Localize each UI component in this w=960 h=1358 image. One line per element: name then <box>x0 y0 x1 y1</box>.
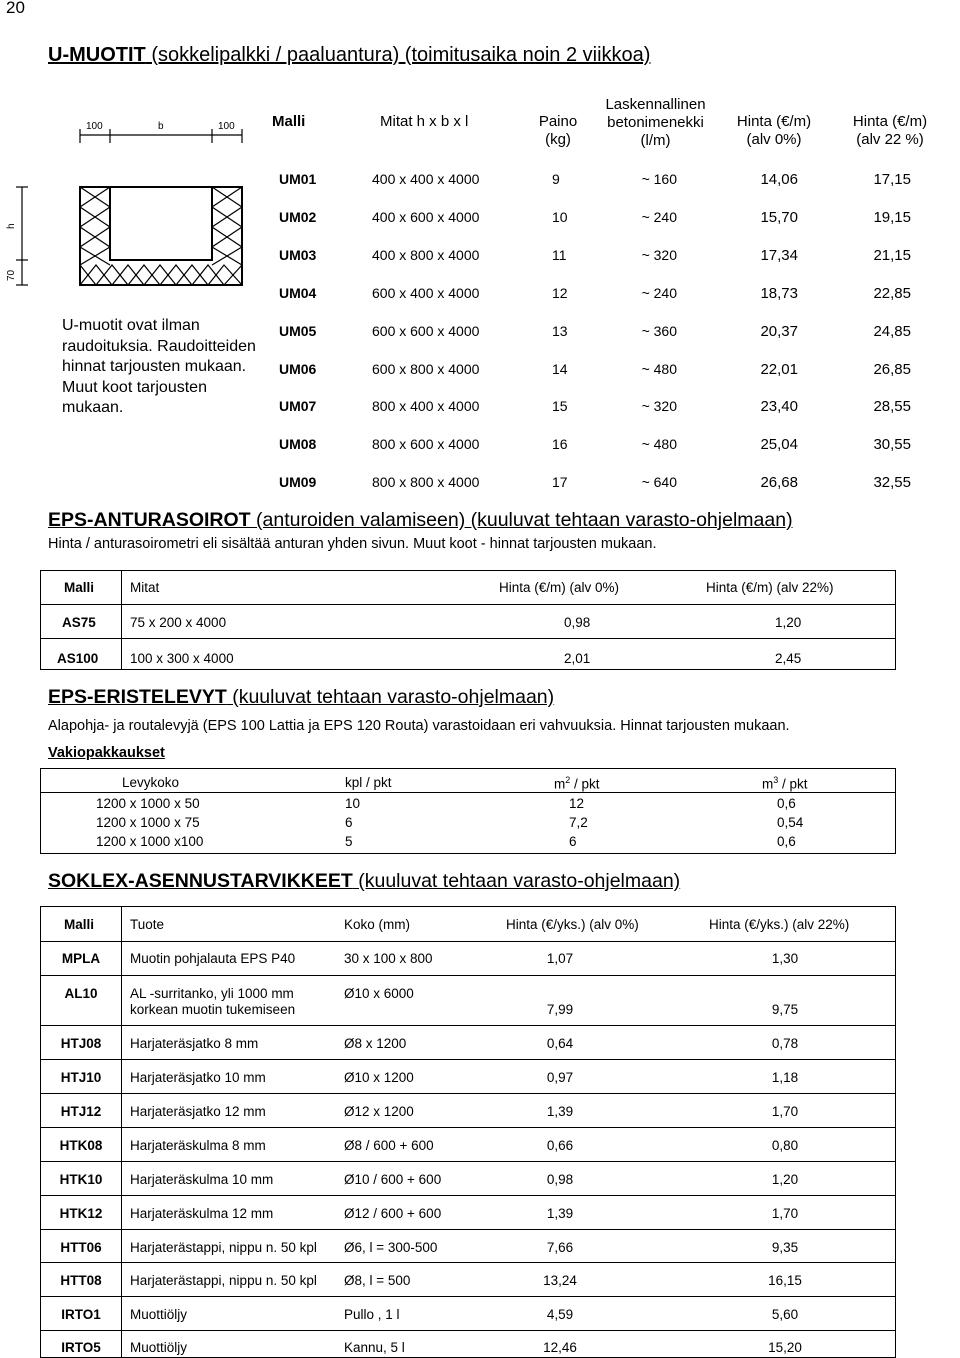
cell-paino: 16 <box>552 436 568 452</box>
u-form-diagram <box>0 115 250 295</box>
t1-header-betoni-unit: (l/m) <box>640 132 671 149</box>
eriste-header-m2 <box>554 775 600 792</box>
eps-antura-desc: Hinta / anturasoirometri eli sisältää anturan yhden sivun. Muut koot - hinnat tarjousten mukaan. <box>48 536 657 552</box>
cell-malli: UM02 <box>279 209 317 225</box>
soklex-header-malli: Malli <box>64 917 95 932</box>
eriste-row-kpl: 6 <box>345 815 353 830</box>
umuotit-note: U-muotit ovat ilman raudoituksia. Raudoitteiden hinnat tarjousten mukaan. Muut koot tarjousten mukaan. <box>62 317 256 416</box>
soklex-row-koko: Ø10 x 6000 <box>344 986 414 1001</box>
eps-eriste-title-bold: EPS-ERISTELEVYT <box>48 686 227 708</box>
soklex-row-alv0: 1,39 <box>546 1206 574 1221</box>
cell-alv22: 19,15 <box>873 209 911 226</box>
soklex-row-malli: HTK08 <box>59 1138 103 1153</box>
cell-betoni: ~ 240 <box>641 209 677 225</box>
umuotit-title-rest: (sokkelipalkki / paaluantura) (toimitusaika noin 2 viikkoa) <box>145 44 651 66</box>
table-row <box>0 285 960 305</box>
t1-header-hinta0-label: Hinta (€/m) <box>736 113 812 130</box>
cell-alv0: 20,37 <box>760 323 798 340</box>
soklex-row-malli: IRTO5 <box>61 1340 101 1355</box>
eriste-row-m2: 7,2 <box>569 815 588 830</box>
t1-header-malli: Malli <box>272 113 306 130</box>
cell-alv22: 28,55 <box>873 398 911 415</box>
soklex-row-alv0: 13,24 <box>543 1273 577 1288</box>
soklex-row-malli: MPLA <box>61 951 101 966</box>
cell-alv22: 26,85 <box>873 361 911 378</box>
soklex-row-malli: HTK12 <box>59 1206 103 1221</box>
soklex-row-koko: Ø8 x 1200 <box>344 1036 407 1051</box>
eriste-header-m3-rest: / pkt <box>778 776 808 792</box>
cell-paino: 14 <box>552 361 568 377</box>
umuotit-title <box>48 44 650 67</box>
eriste-row-m3: 0,6 <box>777 834 796 849</box>
soklex-row-alv0: 0,98 <box>546 1172 574 1187</box>
cell-alv0: 26,68 <box>760 474 798 491</box>
table-row <box>0 361 960 381</box>
soklex-header-hinta0: Hinta (€/yks.) (alv 0%) <box>506 917 639 932</box>
soklex-row-tuote: Harjateräsjatko 10 mm <box>130 1070 266 1085</box>
eps-eriste-subtitle: Vakiopakkaukset <box>48 745 165 761</box>
cell-alv0: 18,73 <box>760 285 798 302</box>
cell-alv22: 17,15 <box>873 171 911 188</box>
t1-header-mitat: Mitat h x b x l <box>380 113 469 130</box>
cell-alv0: 17,34 <box>760 247 798 264</box>
cell-paino: 12 <box>552 285 568 301</box>
t1-header-hinta22-label: Hinta (€/m) <box>852 113 928 130</box>
cell-mitat: 400 x 400 x 4000 <box>372 171 480 187</box>
soklex-title-bold: SOKLEX-ASENNUSTARVIKKEET <box>48 870 353 892</box>
soklex-header-hinta22: Hinta (€/yks.) (alv 22%) <box>709 917 850 932</box>
cell-betoni: ~ 480 <box>641 436 677 452</box>
soklex-row-alv0: 12,46 <box>543 1340 577 1355</box>
cell-malli: UM06 <box>279 361 317 377</box>
soklex-row-alv22: 16,15 <box>768 1273 802 1288</box>
cell-malli: UM01 <box>279 171 317 187</box>
cell-malli: UM05 <box>279 323 317 339</box>
soklex-row-tuote: Harjaterästappi, nippu n. 50 kpl <box>130 1273 317 1288</box>
soklex-row-tuote: Harjateräsjatko 8 mm <box>130 1036 259 1051</box>
soklex-row-tuote: Harjateräskulma 8 mm <box>130 1138 266 1153</box>
cell-alv0: 15,70 <box>760 209 798 226</box>
cell-betoni: ~ 360 <box>641 323 677 339</box>
eriste-header-levykoko: Levykoko <box>122 775 180 790</box>
eriste-header-m2-rest: / pkt <box>570 776 600 792</box>
cell-malli: UM07 <box>279 398 317 414</box>
t1-header-betoni <box>588 96 723 150</box>
soklex-row-alv22: 15,20 <box>768 1340 802 1355</box>
t1-header-hinta0-sub: (alv 0%) <box>746 131 802 148</box>
soklex-row-malli: AL10 <box>64 986 98 1001</box>
table-row <box>0 474 960 494</box>
cell-alv0: 25,04 <box>760 436 798 453</box>
table-row <box>0 171 960 191</box>
soklex-row-tuote: Harjateräskulma 12 mm <box>130 1206 274 1221</box>
t1-header-betonimenekki: betonimenekki <box>607 114 704 131</box>
eriste-row-m2: 6 <box>569 834 577 849</box>
soklex-row-malli: HTJ12 <box>60 1104 102 1119</box>
soklex-row-koko: Ø8, l = 500 <box>344 1273 411 1288</box>
eriste-header-m3-sup: 3 <box>773 775 779 785</box>
eps-row-alv0: 2,01 <box>564 651 591 666</box>
soklex-row-malli: IRTO1 <box>61 1307 101 1322</box>
soklex-row-malli: HTT06 <box>60 1240 102 1255</box>
eriste-row-m2: 12 <box>569 796 585 811</box>
dim-label-right: 100 <box>218 121 235 132</box>
t1-header-paino-unit: (kg) <box>545 131 571 148</box>
t1-header-paino-label: Paino <box>538 113 578 130</box>
soklex-title <box>48 870 680 893</box>
cell-alv22: 32,55 <box>873 474 911 491</box>
soklex-row-alv22: 1,70 <box>771 1206 799 1221</box>
cell-mitat: 400 x 600 x 4000 <box>372 209 480 225</box>
eriste-header-kpl: kpl / pkt <box>345 775 392 790</box>
soklex-header-tuote: Tuote <box>130 917 165 932</box>
cell-mitat: 600 x 800 x 4000 <box>372 361 480 377</box>
eps-antura-title-bold: EPS-ANTURASOIROT <box>48 509 251 531</box>
eps-row-malli: AS100 <box>57 651 99 666</box>
cell-malli: UM09 <box>279 474 317 490</box>
cell-paino: 13 <box>552 323 568 339</box>
soklex-row-alv0: 0,66 <box>546 1138 574 1153</box>
soklex-row-malli: HTK10 <box>59 1172 103 1187</box>
eps-row-alv0: 0,98 <box>564 615 591 630</box>
eriste-header-m2-base: m <box>554 776 566 792</box>
cell-betoni: ~ 240 <box>641 285 677 301</box>
soklex-row-tuote: Harjaterästappi, nippu n. 50 kpl <box>130 1240 317 1255</box>
soklex-row-alv22: 1,30 <box>771 951 799 966</box>
t1-header-hinta22-sub: (alv 22 %) <box>856 131 924 148</box>
soklex-row-alv22: 0,80 <box>771 1138 799 1153</box>
soklex-row-koko: Ø10 x 1200 <box>344 1070 414 1085</box>
dim-label-70: 70 <box>6 269 17 281</box>
eps-eriste-title-rest: (kuuluvat tehtaan varasto-ohjelmaan) <box>226 686 555 708</box>
soklex-row-malli: HTJ08 <box>60 1036 102 1051</box>
cell-alv0: 14,06 <box>760 171 798 188</box>
table-row <box>0 323 960 343</box>
cell-paino: 9 <box>552 171 560 187</box>
dim-label-h: h <box>6 223 17 229</box>
soklex-row-alv0: 0,97 <box>546 1070 574 1085</box>
cell-alv0: 23,40 <box>760 398 798 415</box>
eriste-row-m3: 0,6 <box>777 796 796 811</box>
soklex-row-malli: HTT08 <box>60 1273 102 1288</box>
cell-mitat: 800 x 600 x 4000 <box>372 436 480 452</box>
eps-row-malli: AS75 <box>62 615 96 630</box>
page-number: 20 <box>6 0 25 17</box>
soklex-row-alv0: 4,59 <box>546 1307 574 1322</box>
cell-betoni: ~ 320 <box>641 398 677 414</box>
soklex-row-tuote: Muottiöljy <box>130 1340 188 1355</box>
eriste-header-m3 <box>762 775 808 792</box>
soklex-row-koko: Ø10 / 600 + 600 <box>344 1172 442 1187</box>
cell-betoni: ~ 640 <box>641 474 677 490</box>
eps-header-mitat: Mitat <box>130 580 160 595</box>
table-row <box>0 209 960 229</box>
eps-header-hinta0: Hinta (€/m) (alv 0%) <box>499 580 620 595</box>
eps-header-hinta22: Hinta (€/m) (alv 22%) <box>706 580 834 595</box>
cell-malli: UM08 <box>279 436 317 452</box>
soklex-header-koko: Koko (mm) <box>344 917 411 932</box>
cell-betoni: ~ 160 <box>641 171 677 187</box>
cell-alv22: 22,85 <box>873 285 911 302</box>
soklex-row-koko: 30 x 100 x 800 <box>344 951 433 966</box>
cell-malli: UM04 <box>279 285 317 301</box>
t1-header-laskennallinen: Laskennallinen <box>605 96 706 113</box>
eriste-header-m3-base: m <box>762 776 774 792</box>
eriste-row-kpl: 10 <box>345 796 361 811</box>
soklex-row-alv22: 1,18 <box>771 1070 799 1085</box>
soklex-row-malli: HTJ10 <box>60 1070 102 1085</box>
eps-row-alv22: 1,20 <box>775 615 802 630</box>
soklex-row-alv0: 1,07 <box>546 951 574 966</box>
soklex-row-tuote: Harjateräskulma 10 mm <box>130 1172 274 1187</box>
table-row <box>0 398 960 418</box>
soklex-row-tuote: AL -surritanko, yli 1000 mm <box>130 986 294 1001</box>
table-row <box>0 247 960 267</box>
soklex-row-koko: Ø8 / 600 + 600 <box>344 1138 434 1153</box>
eps-eriste-title <box>48 686 554 709</box>
t1-header-paino <box>528 113 588 149</box>
eriste-row-levykoko: 1200 x 1000 x 50 <box>96 796 200 811</box>
soklex-row-alv22: 5,60 <box>771 1307 799 1322</box>
cell-mitat: 600 x 600 x 4000 <box>372 323 480 339</box>
soklex-row-alv0: 1,39 <box>546 1104 574 1119</box>
cell-mitat: 600 x 400 x 4000 <box>372 285 480 301</box>
eriste-header-m2-sup: 2 <box>565 775 571 785</box>
cell-betoni: ~ 320 <box>641 247 677 263</box>
soklex-row-alv0: 0,64 <box>546 1036 574 1051</box>
cell-malli: UM03 <box>279 247 317 263</box>
soklex-row-tuote: Muotin pohjalauta EPS P40 <box>130 951 296 966</box>
cell-alv22: 30,55 <box>873 436 911 453</box>
eriste-row-kpl: 5 <box>345 834 353 849</box>
eps-eriste-desc: Alapohja- ja routalevyjä (EPS 100 Lattia ja EPS 120 Routa) varastoidaan eri vahvuuksia. Hinnat tarjousten mukaan. <box>48 718 790 734</box>
cell-paino: 10 <box>552 209 568 225</box>
cell-mitat: 400 x 800 x 4000 <box>372 247 480 263</box>
eps-row-mitat: 100 x 300 x 4000 <box>130 651 234 666</box>
soklex-row-koko: Ø12 / 600 + 600 <box>344 1206 442 1221</box>
soklex-row-koko: Pullo , 1 l <box>344 1307 400 1322</box>
soklex-row-koko: Ø12 x 1200 <box>344 1104 414 1119</box>
eps-antura-title <box>48 509 793 532</box>
soklex-row-alv22: 1,70 <box>771 1104 799 1119</box>
cell-mitat: 800 x 800 x 4000 <box>372 474 480 490</box>
soklex-row-koko: Ø6, l = 300-500 <box>344 1240 438 1255</box>
eps-row-alv22: 2,45 <box>775 651 802 666</box>
cell-alv0: 22,01 <box>760 361 798 378</box>
cell-alv22: 24,85 <box>873 323 911 340</box>
soklex-row-alv0: 7,66 <box>546 1240 574 1255</box>
cell-betoni: ~ 480 <box>641 361 677 377</box>
soklex-row-alv0: 7,99 <box>546 1002 574 1017</box>
table-row <box>0 436 960 456</box>
eps-header-malli: Malli <box>64 580 95 595</box>
soklex-row-koko: Kannu, 5 l <box>344 1340 405 1355</box>
cell-paino: 17 <box>552 474 568 490</box>
dim-label-left: 100 <box>86 121 103 132</box>
cell-alv22: 21,15 <box>873 247 911 264</box>
soklex-row-tuote: Muottiöljy <box>130 1307 188 1322</box>
eriste-row-m3: 0,54 <box>777 815 804 830</box>
t1-header-hinta22 <box>838 113 942 149</box>
soklex-row-tuote-line2: korkean muotin tukemiseen <box>130 1002 296 1017</box>
umuotit-title-bold: U-MUOTIT <box>48 44 146 66</box>
soklex-row-alv22: 9,35 <box>771 1240 799 1255</box>
soklex-row-alv22: 0,78 <box>771 1036 799 1051</box>
soklex-table <box>40 906 896 1358</box>
soklex-row-tuote: Harjateräsjatko 12 mm <box>130 1104 266 1119</box>
t1-header-hinta0 <box>722 113 826 149</box>
cell-mitat: 800 x 400 x 4000 <box>372 398 480 414</box>
eps-row-mitat: 75 x 200 x 4000 <box>130 615 227 630</box>
soklex-row-alv22: 9,75 <box>771 1002 799 1017</box>
eriste-row-levykoko: 1200 x 1000 x 75 <box>96 815 200 830</box>
eps-antura-title-rest: (anturoiden valamiseen) (kuuluvat tehtaan varasto-ohjelmaan) <box>250 509 793 531</box>
soklex-title-rest: (kuuluvat tehtaan varasto-ohjelmaan) <box>352 870 681 892</box>
eriste-row-levykoko: 1200 x 1000 x100 <box>96 834 204 849</box>
cell-paino: 11 <box>552 247 567 263</box>
dim-label-b: b <box>158 121 164 132</box>
soklex-row-alv22: 1,20 <box>771 1172 799 1187</box>
cell-paino: 15 <box>552 398 568 414</box>
